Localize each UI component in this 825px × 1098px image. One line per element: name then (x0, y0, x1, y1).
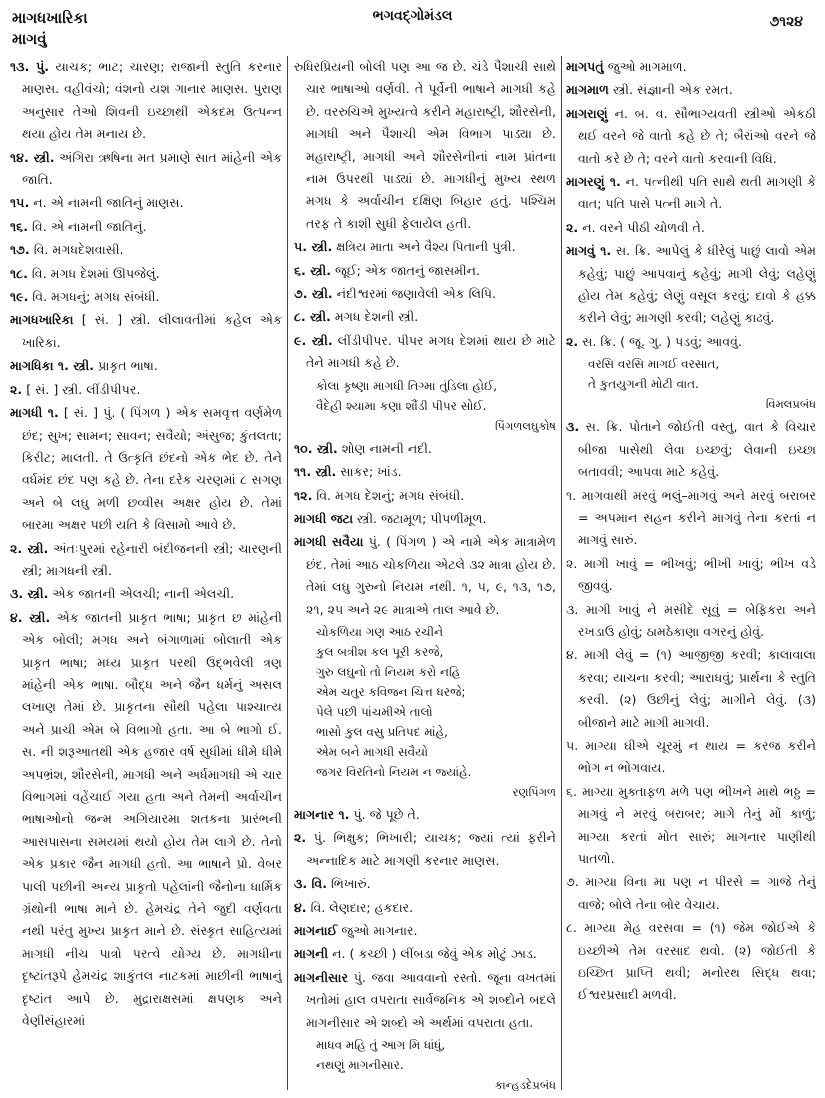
dictionary-entry (294, 804, 556, 826)
entry-definition: વિ. એ નામની જાતિનું. (28, 218, 147, 234)
entry-definition: ૩. માગી ખાવું ને મસીદે સૂવું = બેફિકરા અને રખડાઉ હોવું; ઠામઠેકાણા વગરનું હોવું. (566, 601, 816, 639)
quotation-verse (316, 622, 556, 802)
dictionary-entry (566, 871, 816, 916)
entry-definition: એક જાતની એલચી; નાની એલચી. (48, 586, 235, 602)
verse-line: નથણું માગનીસાર. (316, 1058, 404, 1072)
column-2 (294, 56, 556, 1092)
dictionary-entry (10, 538, 282, 583)
dictionary-entry (566, 917, 816, 1007)
entry-headword: માગવું ૧. (566, 243, 612, 259)
entry-headword: ૪. સ્ત્રી. (10, 609, 51, 625)
entry-headword: ૧૯. (10, 289, 29, 305)
dictionary-entry (566, 644, 816, 734)
verse-line: કોલા કૃષ્ણા માગધી તિગ્મા તુંડિલા હોઈ, (316, 378, 498, 393)
column-3 (566, 56, 816, 1092)
quotation-verse (588, 354, 816, 414)
entry-definition: શોણ નામની નદી. (337, 440, 432, 456)
dictionary-entry (294, 283, 556, 305)
entry-headword: ૧૪. સ્ત્રી. (10, 149, 55, 165)
dictionary-entry (10, 309, 282, 354)
guide-word-bottom: માગવું (12, 30, 47, 48)
entry-definition: ન. બ. વ. સૌભાગ્યવતી સ્ત્રીઓ એકઠી થઈ વરને જે વાતો કહે છે તે; બૈરાંઓ વરને જે વાતો કરે છે તે; વરને વાતો કરવાની વિધિ. (578, 105, 816, 166)
entry-definition: પું. જે પૂછે તે. (349, 806, 420, 822)
dictionary-entry (294, 485, 556, 507)
entry-headword: માગરાણું (566, 105, 608, 121)
dictionary-entry (294, 260, 556, 282)
entry-headword: ૧૦. સ્ત્રી. (294, 440, 338, 456)
entry-definition: જૂઈ; એક જાતનું જાસમીન. (331, 262, 481, 278)
entry-definition: ૫. માગ્યા ઘીએ ચૂરમું ન થાય = કરજ કરીને ભોગ ન ભોગવાય. (566, 737, 816, 776)
dictionary-entry (566, 240, 816, 330)
entry-headword: ૬. સ્ત્રી. (294, 262, 332, 278)
entry-definition: [ સં. ] પું. ( પિંગળ ) એક સમવૃત્ત વર્ણમેળ છંદ; સુખ; સામન; સાવન; સવૈયો; અંસુજ; કુંતલતા; કિરીટ; માલતી. તે ઉત્કૃતિ છંદનો એક ભેદ છે. તેને વર્ધમંદ છંદ પણ કહે છે. તેના દરેક ચરણમાં ૮ સગણ અને બે લઘુ મળી છવ્વીસ અક્ષર હોય છે. તેમાં બારમા અક્ષર પછી યતિ કે વિસામો આવે છે. (22, 405, 282, 533)
dictionary-entry (10, 56, 282, 146)
verse-line: વરસિ વરસિ માગઈ વરસાત, (588, 357, 720, 372)
entry-headword: ૭. સ્ત્રી. (294, 286, 333, 302)
entry-definition: સ્ત્રી. સંજ્ઞાની એક રમત. (608, 82, 733, 98)
dictionary-entry (566, 735, 816, 780)
verse-line: તે કુતયુગની મોટી વાત. (588, 377, 699, 392)
entry-definition: સાકર; ખાંડ. (336, 464, 402, 480)
dictionary-entry (10, 147, 282, 192)
entry-headword: માગધી સવૈયા (294, 534, 364, 550)
verse-line: વૈદેહી શ્યામા કણા શૌંડી પીપર સોઈ. (316, 398, 487, 413)
dictionary-entry (566, 56, 816, 78)
dictionary-entry (10, 607, 282, 1033)
dictionary-entry (294, 827, 556, 872)
entry-headword: ૧૩. પું. (10, 59, 50, 74)
entry-definition: અંગિરા ઋષિના મત પ્રમાણે સાત માંહેની એક જાતિ. (22, 149, 282, 188)
verse-line: એમ ચતુર કવિજન ચિત્ત ધરજે; (316, 684, 466, 699)
dictionary-entry (10, 192, 282, 214)
entry-definition: વિ. મગધનું; મગધ સંબંધી. (28, 289, 160, 305)
entry-headword: માગધી જટા (294, 510, 354, 526)
quotation-verse (316, 376, 556, 436)
page-number: ૭૧૨૪ (769, 14, 803, 30)
entry-headword: ૩. વિ. (294, 876, 328, 892)
entry-headword: માગનાર ૧. (294, 806, 350, 822)
entry-definition: [ સં. ] સ્ત્રી. લીલાવતીમાં કહેલ એક ખારિકા. (22, 312, 282, 350)
entry-definition: વિ. મગધ દેશનું; મગધ સંબંધી. (312, 487, 465, 503)
dictionary-entry (10, 216, 282, 238)
entry-headword: ૨. (566, 219, 579, 235)
dictionary-entry (294, 967, 556, 1034)
entry-definition: પ્રાકૃત ભાષા. (94, 358, 158, 374)
dictionary-entry (294, 943, 556, 965)
dictionary-entry (10, 355, 282, 377)
dictionary-entry (294, 873, 556, 895)
dictionary-entry (10, 239, 282, 261)
entry-headword: માગનીસાર (294, 969, 348, 985)
dictionary-entry (10, 379, 282, 401)
entry-definition: ન. ( કચ્છી ) લીંબડા જેવું એક મોટું ઝાડ. (328, 946, 537, 962)
verse-line: ચોકળિયા ગણ આઠ રચીને (316, 624, 444, 639)
dictionary-entry (10, 402, 282, 536)
dictionary-entry (294, 508, 556, 530)
entry-headword: ૨. (294, 830, 307, 846)
dictionary-entry (566, 171, 816, 216)
entry-definition: ૬. માગ્યા મુક્તાફળ મળે પણ ભીખને માથે ભઠ્ઠ = માગવું ને મરવું બરાબર; માગે તેનું મોં કાળું; માગ્યા કરતાં મોત સારું; માગનાર પાણીથી પાતળો. (566, 783, 816, 866)
entry-definition: ૭. માગ્યા વિના મા પણ ન પીરસે = ગાજે તેનું વાજે; બોલે તેના બોર વેચાય. (566, 874, 816, 912)
entry-definition: એક જાતની પ્રાકૃત ભાષા; પ્રાકૃત છ માંહેની એક બોલી; મગધ અને બંગાળામાં બોલાતી એક પ્રાકૃત ભાષા; મધ્ય પ્રાકૃત પરથી ઉદ્‌ભવેલી ત્રણ માંહેની એક ભાષા. બૌદ્ધ અને જૈન ધર્મનું અસલ લખાણ તેમાં છે. પ્રાકૃતના સૌથી પહેલા પાશ્ચાત્ય અને પ્રાચી એમ બે વિભાગો હતા. આ બે ભાગો ઈ. સ. ની શરૂઆતથી એક હજાર વર્ષ સુધીમાં ધીમે ધીમે અપભ્રંશ, શૌરસેની, માગધી અને અર્ધમાગધી એ ચાર વિભાગમાં વહેંચાઈ ગયા હતા અને તેમની અર્વાચીન ભાષાઓનો જન્મ અગિયારમા શતકના પ્રારંભની આસપાસના સમયમાં થયો હોય તેમ લાગે છે. તેનો એક પ્રકાર જૈન માગધી હતો. આ ભાષાને પ્રો. વેબર પાલી પછીની અન્ય પ્રાકૃતો પહેલાંની જૈનોના ધાર્મિક ગ્રંથોની ભાષા માને છે. હેમચંદ્ર તેને જુદી વર્ણવતા નથી પરંતુ મુખ્ય પ્રાકૃત માને છે. સંસ્કૃત સાહિત્યમાં માગધી નીચ પાત્રો પરત્વે યોગ્ય છે. માગધીના દૃષ્ટાંતરૂપે હેમચંદ્ર શાકુંતલ નાટકમાં માછીની ભાષાનું દૃષ્ટાંત આપે છે. મુદ્રારાક્ષસમાં ક્ષપણક અને વેણીસંહારમાં (22, 609, 282, 1029)
verse-line: ગુરુ લઘુનો તો નિયમ કરો નહિ (316, 664, 461, 679)
entry-definition: સ. ક્રિ. પોતાને જોઈતી વસ્તુ, વાત કે વિચાર બીજા પાસેથી લેવા ઇચ્છવું; લેવાની ઇચ્છા બતાવવી; આપવા માટે કહેવું. (578, 419, 816, 480)
verse-source: પિંગળલઘુકોષ (494, 418, 556, 433)
verse-line: કુલ બત્રીશ કલ પૂરી કરજે, (316, 644, 444, 659)
entry-definition: મગધ દેશની સ્ત્રી. (330, 309, 419, 325)
dictionary-entry (566, 553, 816, 598)
entry-definition: સ્ત્રી. જટામૂળ; પીપળીમૂળ. (353, 510, 487, 526)
entry-definition: ભિખારું. (327, 876, 371, 892)
dictionary-entry (10, 286, 282, 308)
entry-headword: ૧૨. (294, 487, 313, 503)
entry-definition: જુઓ માગમાળ. (603, 59, 687, 74)
entry-headword: માગપતું (566, 59, 604, 74)
dictionary-entry (566, 79, 816, 101)
entry-headword: માગનાઈ (294, 922, 338, 938)
entry-headword: ૨. (10, 381, 23, 397)
entry-definition: વિ. લેણદાર; હકદાર. (306, 899, 414, 915)
entry-headword: ૮. સ્ત્રી. (294, 309, 331, 325)
verse-line: જગર વિરતિનો નિયમ ન જ્યાંહે. (316, 764, 472, 779)
entry-definition: [ સં. ] સ્ત્રી. લીંડીપીપર. (22, 381, 141, 397)
dictionary-entry (566, 781, 816, 871)
verse-line: ભાસો કુલ વસુ પ્રતિપદ માંહે, (316, 724, 448, 739)
entry-headword: ૩. સ્ત્રી. (10, 586, 49, 602)
entry-headword: ૯. સ્ત્રી. (294, 332, 333, 348)
entry-headword: માગમાળ (566, 82, 609, 98)
dictionary-entry (566, 331, 816, 353)
entry-headword: માગરણું ૧. (566, 174, 621, 190)
entry-definition: વિ. મગધ દેશમાં ઊપજેલું. (27, 265, 160, 281)
entry-headword: ૧૧. સ્ત્રી. (294, 464, 337, 480)
dictionary-entry (566, 599, 816, 644)
entry-definition: પું. જવા આવવાનો રસ્તો. જૂના વખતમાં ખતોમાં હાલ વપરાતા સાર્વજનિક એ શબ્દોને બદલે માગનીસાર એ શબ્દો એ અર્થમાં વપરાતા હતા. (306, 969, 556, 1030)
dictionary-entry (294, 438, 556, 460)
dictionary-entry (294, 920, 556, 942)
entry-definition: લીંડીપીપર. પીપર મગધ દેશમાં થાય છે માટે તેને માગધી કહે છે. (306, 332, 556, 371)
entry-headword: ૨. (566, 333, 579, 349)
entry-definition: ન. એ નામની જાતિનું માણસ. (29, 195, 184, 211)
dictionary-entry (294, 236, 556, 258)
column-1 (10, 56, 282, 1092)
verse-line: પેલે પછી પાંચમીએ તાલો (316, 704, 433, 719)
entry-definition: ૨. માગી ખાવું = ભીખવું; ભીખી ખાવું; ભીખ વડે જીવવું. (566, 555, 816, 594)
entry-definition: જુઓ માગનાર. (337, 922, 418, 938)
entry-headword: માગની (294, 946, 329, 962)
entry-definition: પું. ( પિંગળ ) એ નામે એક માત્રામેળ છંદ. તેમાં આઠ ચોકળિયા એટલે ૩૨ માત્રા હોય છે. તેમાં લઘુ ગુરુનો નિયમ નથી. ૧, ૫, ૯, ૧૩, ૧૭, ૨૧, ૨૫ અને ૨૯ માત્રાએ તાલ આવે છે. (306, 534, 556, 617)
dictionary-entry (294, 306, 556, 328)
dictionary-entry (294, 531, 556, 621)
entry-headword: માગધિકા ૧. સ્ત્રી. (10, 358, 95, 374)
entry-definition: ન. વરને પીઠી ચોળવી તે. (578, 219, 705, 235)
column-divider (561, 56, 562, 1090)
verse-source: રણપિંગળ (512, 784, 556, 799)
verse-source: કાન્હડદેપ્રબંધ (494, 1078, 556, 1092)
entry-definition: રુધિરપ્રિયની બોલી પણ આ જ છે. ચંડે પૈશાચી સાથે ચાર ભાષાઓ વર્ણવી. તે પૂર્વેની ભાષાને માગધી કહે છે. વરરુચિએ મુખ્યત્વે કરીને મહારાષ્ટ્રી, શૌરસેની, માગધી અને પૈશાચી એમ વિભાગ પાડ્યા છે. મહારાષ્ટ્રી, માગધી અને શૌરસેનીનાં નામ પ્રાંતના નામ ઉપરથી પાડ્યાં છે. માગધીનું મુખ્ય સ્થળ મગધ કે અર્વાચીન દક્ષિણ બિહાર હતું. પશ્ચિમ તરફ તે કાશી સુધી ફેલાયેલ હતી. (294, 59, 556, 231)
entry-headword: માગધી ૧. (10, 405, 59, 421)
entry-headword: ૨. સ્ત્રી. (10, 540, 49, 556)
dictionary-entry (10, 583, 282, 605)
dictionary-entry (566, 485, 816, 552)
entry-headword: ૩. (566, 419, 580, 435)
entry-definition: નંદીશ્વરમાં જણાવેલી એક લિપિ. (332, 286, 497, 302)
entry-definition: ન. પત્નીથી પતિ સાથે થતી માગણી કે વાત; પતિ પાસે પત્ની માગે તે. (578, 174, 816, 212)
verse-source: વિમલપ્રબંધ (765, 397, 816, 412)
entry-definition: ક્ષત્રિય માતા અને વૈશ્ય પિતાની પુત્રી. (332, 239, 516, 255)
entry-definition: પું. ભિક્ષુક; ભિખારી; યાચક; જ્યાં ત્યાં ફરીને અન્નાદિક માટે માગણી કરનાર માણસ. (306, 830, 556, 868)
entry-headword: માગધખારિકા (10, 312, 74, 328)
entry-definition: ૮. માગ્યા મેહ વરસવા = (૧) જેમ જોઈએ કે ઇચ્છીએ તેમ વરસાદ થવો. (૨) જોઈતી કે ઇચ્છિત પ્રાપ્તિ થવી; મનોરથ સિદ્ધ થવા; ઈશ્વરપ્રસાદી મળવી. (566, 920, 816, 1003)
entry-definition: યાચક; ભાટ; ચારણ; રાજાની સ્તુતિ કરનાર માણસ. વહીવંચો; વંશનો યશ ગાનાર માણસ. પુરાણ અનુસાર તેઓ શિવની ઇચ્છાથી એકદમ ઉત્પન્ન થયા હોય તેમ મનાય છે. (22, 59, 282, 142)
entry-headword: ૪. (294, 899, 307, 915)
entry-headword: ૧૫. (10, 195, 30, 211)
dictionary-entry (294, 461, 556, 483)
page-title: ભગવદ્‌ગોમંડલ (372, 8, 453, 24)
entry-definition: વિ. મગધદેશવાસી. (29, 242, 124, 258)
dictionary-entry (566, 217, 816, 239)
guide-word-top: માગધખારિકા (12, 9, 88, 27)
entry-definition: ૧. માગવાથી મરવું ભલું–માગવું અને મરવું બરાબર = અપમાન સહન કરીને માગવું તેના કરતાં ન માગવું સારું. (566, 487, 816, 548)
entry-definition: ૪. માગી લેવું = (૧) આજીજી કરવી; કાલાવાલા કરવા; યાચના કરવી; આરાધવું; પ્રાર્થના કે સ્તુતિ કરવી. (૨) ઉછીનું લેવું; માગીને લેવું. (૩) બીજાને માટે માગી માગવી. (566, 647, 816, 730)
verse-line: એમ બને માગધી સવૈયો (316, 744, 428, 759)
dictionary-entry (294, 330, 556, 375)
entry-definition: સ. ક્રિ. ( જૂ. ગુ. ) પડવું; આવવું. (578, 333, 742, 349)
dictionary-entry (294, 56, 556, 235)
dictionary-entry (566, 103, 816, 170)
dictionary-entry (10, 263, 282, 285)
entry-definition: અંતઃપુરમાં રહેનારી બંદીજનની સ્ત્રી; ચારણની સ્ત્રી; માગધની સ્ત્રી. (22, 540, 282, 578)
entry-headword: ૧૮. (10, 265, 28, 281)
entry-headword: ૧૬. (10, 218, 29, 234)
entry-definition: સ. ક્રિ. આપેલું કે ધીરેલું પાછું લાવો એમ કહેવું; પાછું આપવાનું કહેવું; માગી લેવું; લહેણું હોય તેમ કહેવું; લેણું વસૂલ કરવું; દાવો કે હક્ક કરીને લેવું; માગણી કરવી; લહેણું કાઢવું. (578, 243, 816, 326)
entry-headword: ૫. સ્ત્રી. (294, 239, 333, 255)
column-divider (287, 56, 288, 1090)
dictionary-entry (566, 416, 816, 483)
quotation-verse (316, 1035, 556, 1092)
entry-headword: ૧૭. (10, 242, 30, 258)
dictionary-entry (294, 897, 556, 919)
verse-line: માધવ મહિ તું આગ મિ ધાંધું, (316, 1038, 446, 1052)
